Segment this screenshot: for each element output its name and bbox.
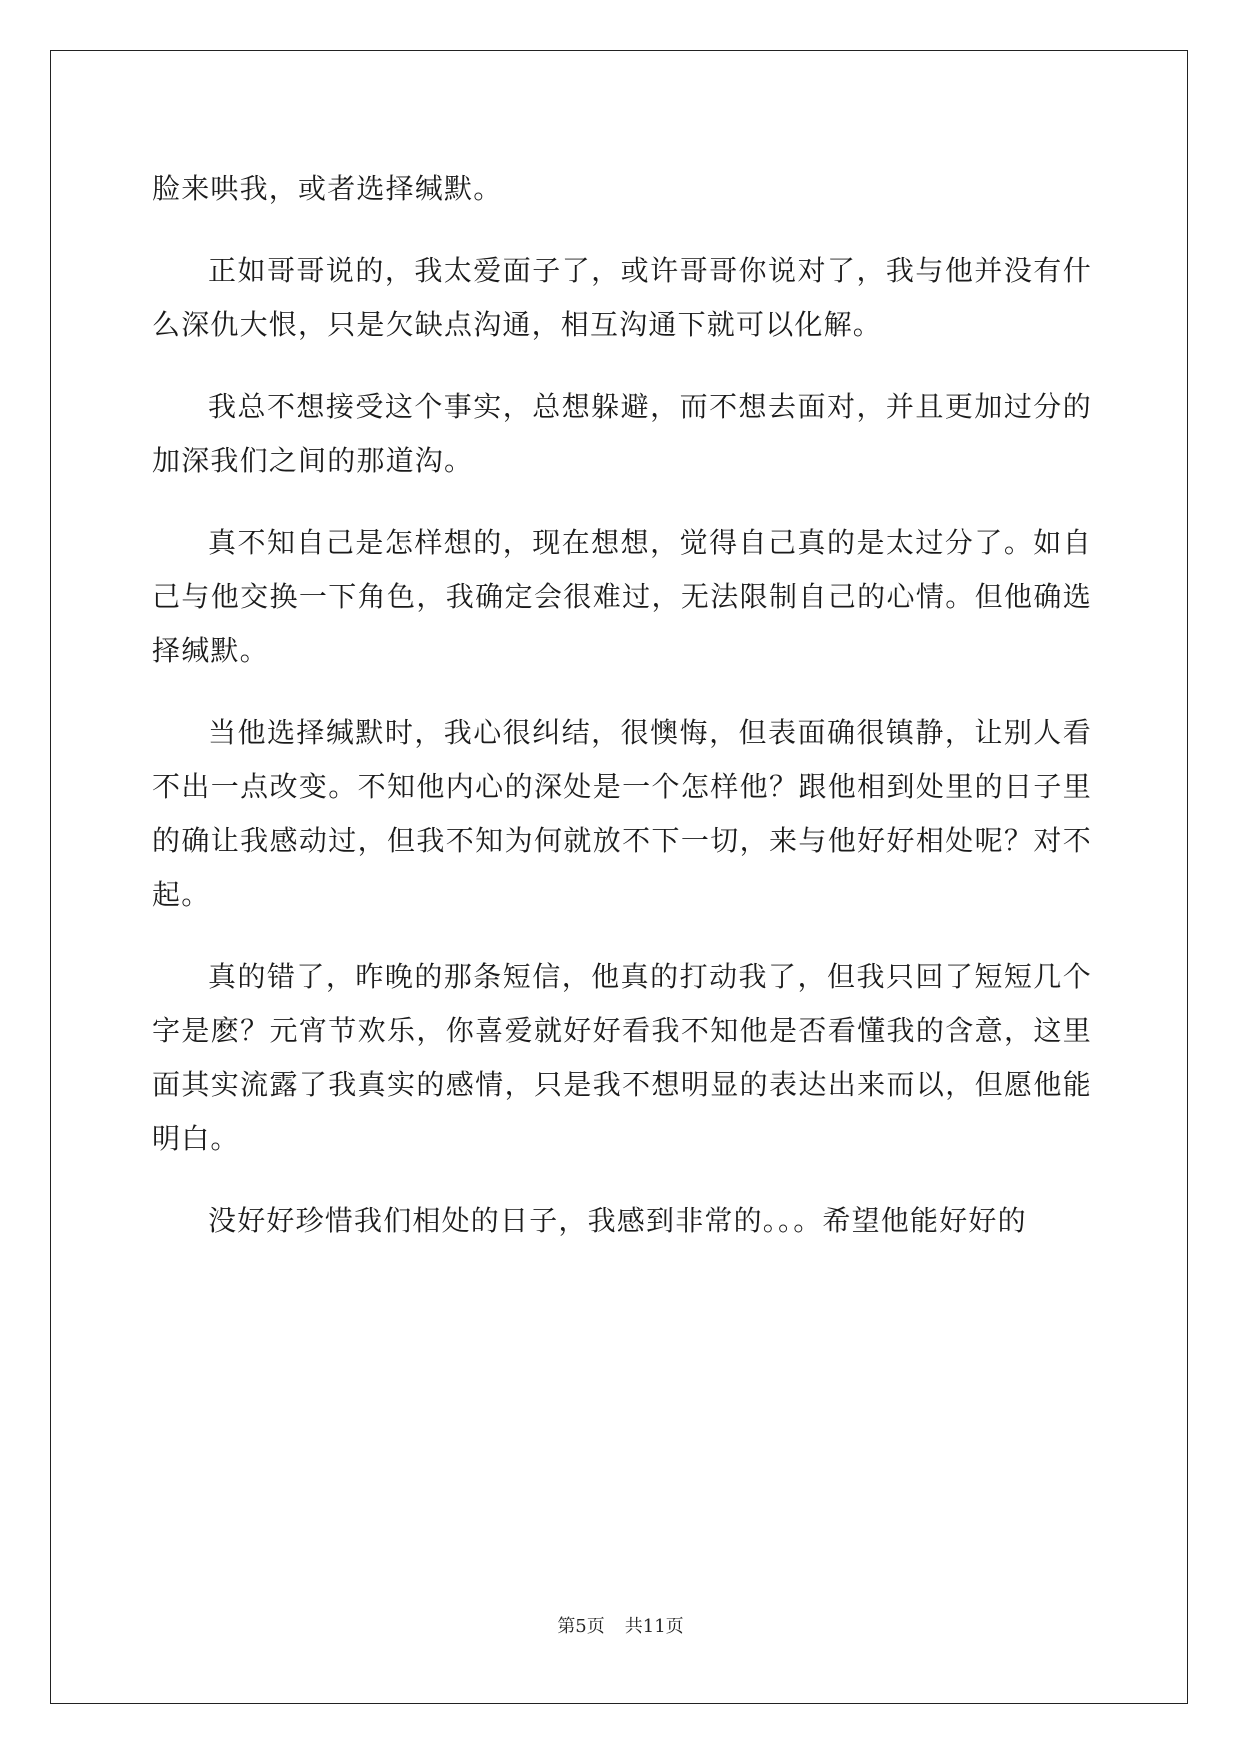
paragraph-6: 真的错了，昨晚的那条短信，他真的打动我了，但我只回了短短几个字是麽？元宵节欢乐，你喜爱就好好看我不知他是否看懂我的含意，这里面其实流露了我真实的感情，只是我不想明显的表达出来而以，但愿他能明白。: [152, 960, 1092, 1155]
paragraph-4: 真不知自己是怎样想的，现在想想，觉得自己真的是太过分了。如自己与他交换一下角色，我确定会很难过，无法限制自己的心情。但他确选择缄默。: [152, 526, 1092, 667]
page-footer: [0, 1612, 1241, 1638]
paragraph-7: 没好好珍惜我们相处的日子，我感到非常的。。。希望他能好好的: [208, 1204, 1027, 1237]
paragraph-2: 正如哥哥说的，我太爱面子了，或许哥哥你说对了，我与他并没有什么深仇大恨，只是欠缺点沟通，相互沟通下就可以化解。: [152, 254, 1092, 341]
document-body: [152, 162, 1092, 1276]
page-number: 第5页: [557, 1616, 605, 1637]
paragraph-1: 脸来哄我，或者选择缄默。: [152, 172, 503, 205]
paragraph-5: 当他选择缄默时，我心很纠结，很懊悔，但表面确很镇静，让别人看不出一点改变。不知他内心的深处是一个怎样他？跟他相到处里的日子里的确让我感动过，但我不知为何就放不下一切，来与他好好相处呢？对不起。: [152, 716, 1092, 911]
page-total: 共11页: [624, 1616, 684, 1637]
paragraph-3: 我总不想接受这个事实，总想躲避，而不想去面对，并且更加过分的加深我们之间的那道沟。: [152, 390, 1092, 477]
